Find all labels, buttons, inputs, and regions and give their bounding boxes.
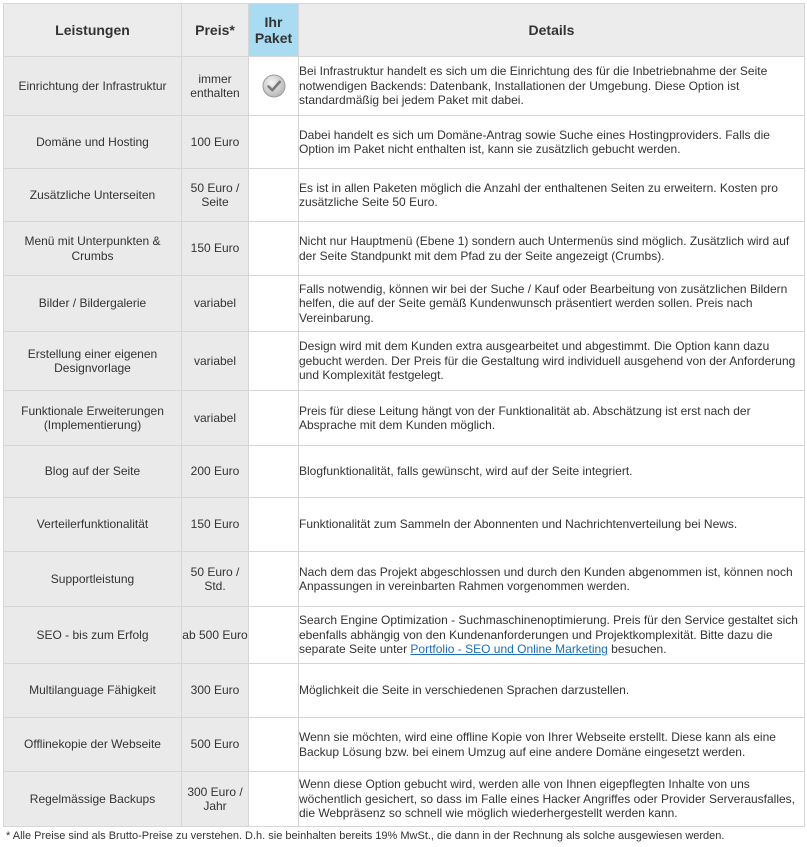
service-price: variabel: [182, 391, 249, 446]
service-name: SEO - bis zum Erfolg: [4, 607, 182, 664]
service-price: 50 Euro / Seite: [182, 169, 249, 222]
service-details: Wenn diese Option gebucht wird, werden alle von Ihnen eigepflegten Inhalte von uns wöchentlich gesichert, so dass im Falle eines Hacker Angriffes oder Provider Serverausfalles, die Webpräsenz so schnell wie möglich wiederhergestellt werden kann.: [299, 772, 805, 827]
service-name: Funktionale Erweiterungen (Implementierung): [4, 391, 182, 446]
service-details: Design wird mit dem Kunden extra ausgearbeitet und abgestimmt. Die Option kann dazu gebucht werden. Der Preis für die Gestaltung wird individuell ausgehend von der Anforderung und Komplexität festgelegt.: [299, 332, 805, 391]
service-details: Nach dem das Projekt abgeschlossen und durch den Kunden abgenommen ist, können noch Anpassungen in vereinbarten Rahmen vorgenommen werden.: [299, 552, 805, 607]
header-price: Preis*: [182, 4, 249, 57]
service-name: Regelmässige Backups: [4, 772, 182, 827]
service-price: 200 Euro: [182, 446, 249, 498]
package-cell: [249, 169, 299, 222]
header-your-package-line1: Ihr: [264, 14, 283, 30]
package-cell: [249, 276, 299, 332]
package-cell: [249, 116, 299, 169]
package-cell: [249, 498, 299, 552]
service-price: ab 500 Euro: [182, 607, 249, 664]
service-details: Falls notwendig, können wir bei der Suche / Kauf oder Bearbeitung von zusätzlichen Bildern helfen, die auf der Seite gemäß Kundenwunsch präsentiert werden sollen. Preis nach Vereinbarung.: [299, 276, 805, 332]
service-details: Dabei handelt es sich um Domäne-Antrag sowie Suche eines Hostingproviders. Falls die Option im Paket nicht enthalten ist, kann sie zusätzlich gebucht werden.: [299, 116, 805, 169]
table-row: [4, 222, 805, 276]
pricing-table: [3, 3, 805, 827]
header-details: Details: [299, 4, 805, 57]
service-name: Menü mit Unterpunkten & Crumbs: [4, 222, 182, 276]
service-price: 300 Euro / Jahr: [182, 772, 249, 827]
table-row: [4, 116, 805, 169]
seo-details-text-end: besuchen.: [607, 642, 667, 657]
table-row: [4, 718, 805, 772]
service-details: Bei Infrastruktur handelt es sich um die Einrichtung des für die Inbetriebnahme der Seite notwendigen Backends: Datenbank, Installationen der Umgebung. Diese Option ist standardmäßig bei jedem Paket mit dabei.: [299, 57, 805, 116]
service-details: Blogfunktionalität, falls gewünscht, wird auf der Seite integriert.: [299, 446, 805, 498]
service-name: Verteilerfunktionalität: [4, 498, 182, 552]
service-price: 300 Euro: [182, 664, 249, 718]
table-row: [4, 276, 805, 332]
service-name: Domäne und Hosting: [4, 116, 182, 169]
package-cell: [249, 57, 299, 116]
header-services: Leistungen: [4, 4, 182, 57]
service-price: 150 Euro: [182, 498, 249, 552]
package-cell: [249, 446, 299, 498]
service-price: 100 Euro: [182, 116, 249, 169]
service-name: Blog auf der Seite: [4, 446, 182, 498]
table-row: [4, 169, 805, 222]
package-cell: [249, 391, 299, 446]
service-name: Offlinekopie der Webseite: [4, 718, 182, 772]
service-price: 50 Euro / Std.: [182, 552, 249, 607]
seo-portfolio-link[interactable]: Portfolio - SEO und Online Marketing: [410, 642, 608, 657]
service-name: Multilanguage Fähigkeit: [4, 664, 182, 718]
table-row: [4, 772, 805, 827]
table-row: [4, 552, 805, 607]
table-row: [4, 498, 805, 552]
table-row: [4, 391, 805, 446]
service-name: Supportleistung: [4, 552, 182, 607]
package-cell: [249, 607, 299, 664]
table-row: [4, 57, 805, 116]
service-price: immer enthalten: [182, 57, 249, 116]
service-price: 150 Euro: [182, 222, 249, 276]
service-details: Nicht nur Hauptmenü (Ebene 1) sondern auch Untermenüs sind möglich. Zusätzlich wird auf der Seite Standpunkt mit dem Pfad zu der Seite angezeigt (Crumbs).: [299, 222, 805, 276]
service-price: variabel: [182, 276, 249, 332]
package-cell: [249, 552, 299, 607]
table-row: [4, 446, 805, 498]
table-row: [4, 332, 805, 391]
service-name: Erstellung einer eigenen Designvorlage: [4, 332, 182, 391]
seo-details-text: Search Engine Optimization - Suchmaschinenoptimierung. Preis für den Service gestaltet sich ebenfalls abhängig von den Kundenanforderungen und Projektkomplexität. Bitte dazu die separate Seite unter: [299, 613, 798, 657]
service-name: Einrichtung der Infrastruktur: [4, 57, 182, 116]
service-details: Es ist in allen Paketen möglich die Anzahl der enthaltenen Seiten zu erweitern. Kosten pro zusätzliche Seite 50 Euro.: [299, 169, 805, 222]
service-details: [299, 607, 805, 664]
header-your-package: [249, 4, 299, 57]
header-your-package-line2: Paket: [254, 30, 293, 46]
service-name: Zusätzliche Unterseiten: [4, 169, 182, 222]
package-cell: [249, 718, 299, 772]
service-price: variabel: [182, 332, 249, 391]
checkmark-circle-icon: [262, 74, 286, 98]
package-cell: [249, 772, 299, 827]
package-cell: [249, 222, 299, 276]
table-row: [4, 607, 805, 664]
service-details: Möglichkeit die Seite in verschiedenen Sprachen darzustellen.: [299, 664, 805, 718]
table-row: [4, 664, 805, 718]
service-price: 500 Euro: [182, 718, 249, 772]
package-cell: [249, 664, 299, 718]
package-cell: [249, 332, 299, 391]
service-details: Funktionalität zum Sammeln der Abonnenten und Nachrichtenverteilung bei News.: [299, 498, 805, 552]
service-details: Preis für diese Leitung hängt von der Funktionalität ab. Abschätzung ist erst nach der Absprache mit dem Kunden möglich.: [299, 391, 805, 446]
price-footnote: * Alle Preise sind als Brutto-Preise zu verstehen. D.h. sie beinhalten bereits 19% MwSt., die dann in der Rechnung als solche ausgewiesen werden.: [6, 830, 725, 842]
service-name: Bilder / Bildergalerie: [4, 276, 182, 332]
service-details: Wenn sie möchten, wird eine offline Kopie von Ihrer Webseite erstellt. Diese kann als eine Backup Lösung bzw. bei einem Umzug auf eine andere Domäne eingesetzt werden.: [299, 718, 805, 772]
table-header-row: [4, 4, 805, 57]
